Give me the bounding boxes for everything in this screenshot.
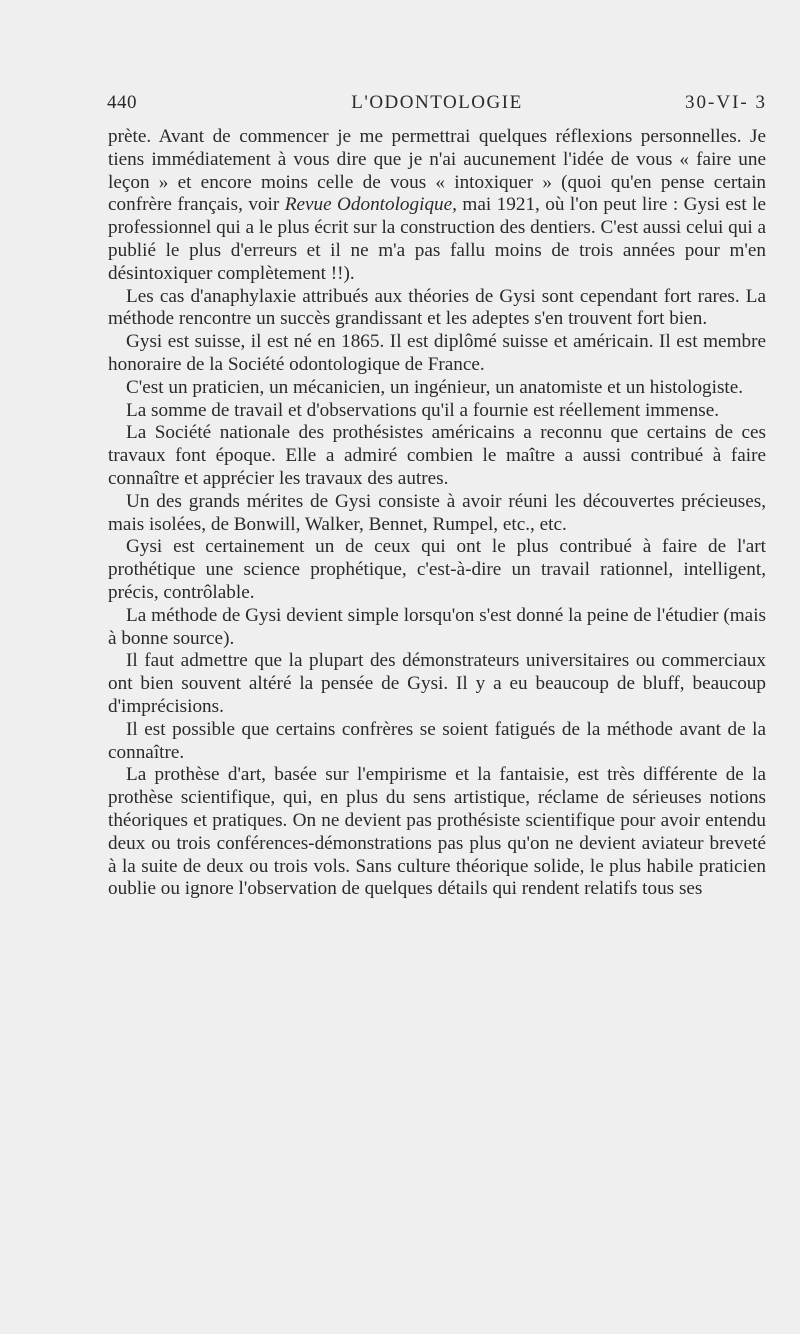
paragraph: Gysi est certainement un de ceux qui ont le plus contribué à faire de l'art prothétique une science prophétique, c'est-à-dire un travail rationnel, intelligent, précis, contrôlable.: [108, 536, 766, 603]
running-header: [107, 92, 767, 120]
paragraph-text: mai 1921, où l'on peut lire : Gysi est le professionnel qui a le plus écrit sur la construction des dentiers. C'est aussi celui qui a publié le plus d'erreurs et il ne m'a pas fallu moins de trois années pour m'en désintoxiquer complètement !!).: [108, 194, 767, 284]
paragraph: Les cas d'anaphylaxie attribués aux théories de Gysi sont cependant fort rares. La méthode rencontre un succès grandissant et les adeptes s'en trouvent fort bien.: [108, 285, 766, 330]
paragraph: C'est un praticien, un mécanicien, un ingénieur, un anatomiste et un histologiste.: [126, 376, 744, 398]
body-text: [108, 126, 766, 901]
paragraph: Un des grands mérites de Gysi consiste à avoir réuni les découvertes précieuses, mais isolées, de Bonwill, Walker, Bennet, Rumpel, etc., etc.: [108, 490, 766, 535]
journal-reference: Revue Odontologique,: [284, 194, 457, 216]
paragraph: Il faut admettre que la plupart des démonstrateurs universitaires ou commerciaux ont bien souvent altéré la pensée de Gysi. Il y a eu beaucoup de bluff, beaucoup d'imprécisions.: [108, 650, 766, 717]
paragraph: La méthode de Gysi devient simple lorsqu'on s'est donné la peine de l'étudier (mais à bonne source).: [108, 604, 766, 649]
paragraph-text: prète. Avant de commencer je me permettrai quelques réflexions personnelles. Je tiens immédiatement à vous dire que je n'ai aucunement l'idée de vous « faire une leçon » et encore moins celle de vous « intoxiquer » (quoi qu'en pense certain confrère français, voir: [108, 126, 766, 216]
paragraph: [108, 126, 766, 286]
journal-title: L'ODONTOLOGIE: [351, 92, 523, 113]
paragraph: Il est possible que certains confrères se soient fatigués de la méthode avant de la connaître.: [108, 718, 766, 763]
paragraph: La somme de travail et d'observations qu'il a fournie est réellement immense.: [126, 399, 720, 421]
page-number: 440: [107, 92, 137, 113]
paragraph: La prothèse d'art, basée sur l'empirisme et la fantaisie, est très différente de la prothèse scientifique, qui, en plus du sens artistique, réclame de sérieuses notions théoriques et pratiques. On ne devient pas prothésiste scientifique pour avoir entendu deux ou trois conférences-démonstrations pas plus qu'on ne devient aviateur breveté à la suite de deux ou trois vols. Sans culture théorique solide, le plus habile praticien oublie ou ignore l'observation de quelques détails qui rendent relatifs tous ses: [108, 764, 766, 900]
paragraph: Gysi est suisse, il est né en 1865. Il est diplômé suisse et américain. Il est membre honoraire de la Société odontologique de France.: [108, 331, 766, 375]
issue-date: 30-VI- 3: [685, 92, 767, 113]
paragraph: La Société nationale des prothésistes américains a reconnu que certains de ces travaux font époque. Elle a admiré combien le maître a aussi contribué à faire connaître et apprécier les travaux des autres.: [108, 422, 766, 489]
